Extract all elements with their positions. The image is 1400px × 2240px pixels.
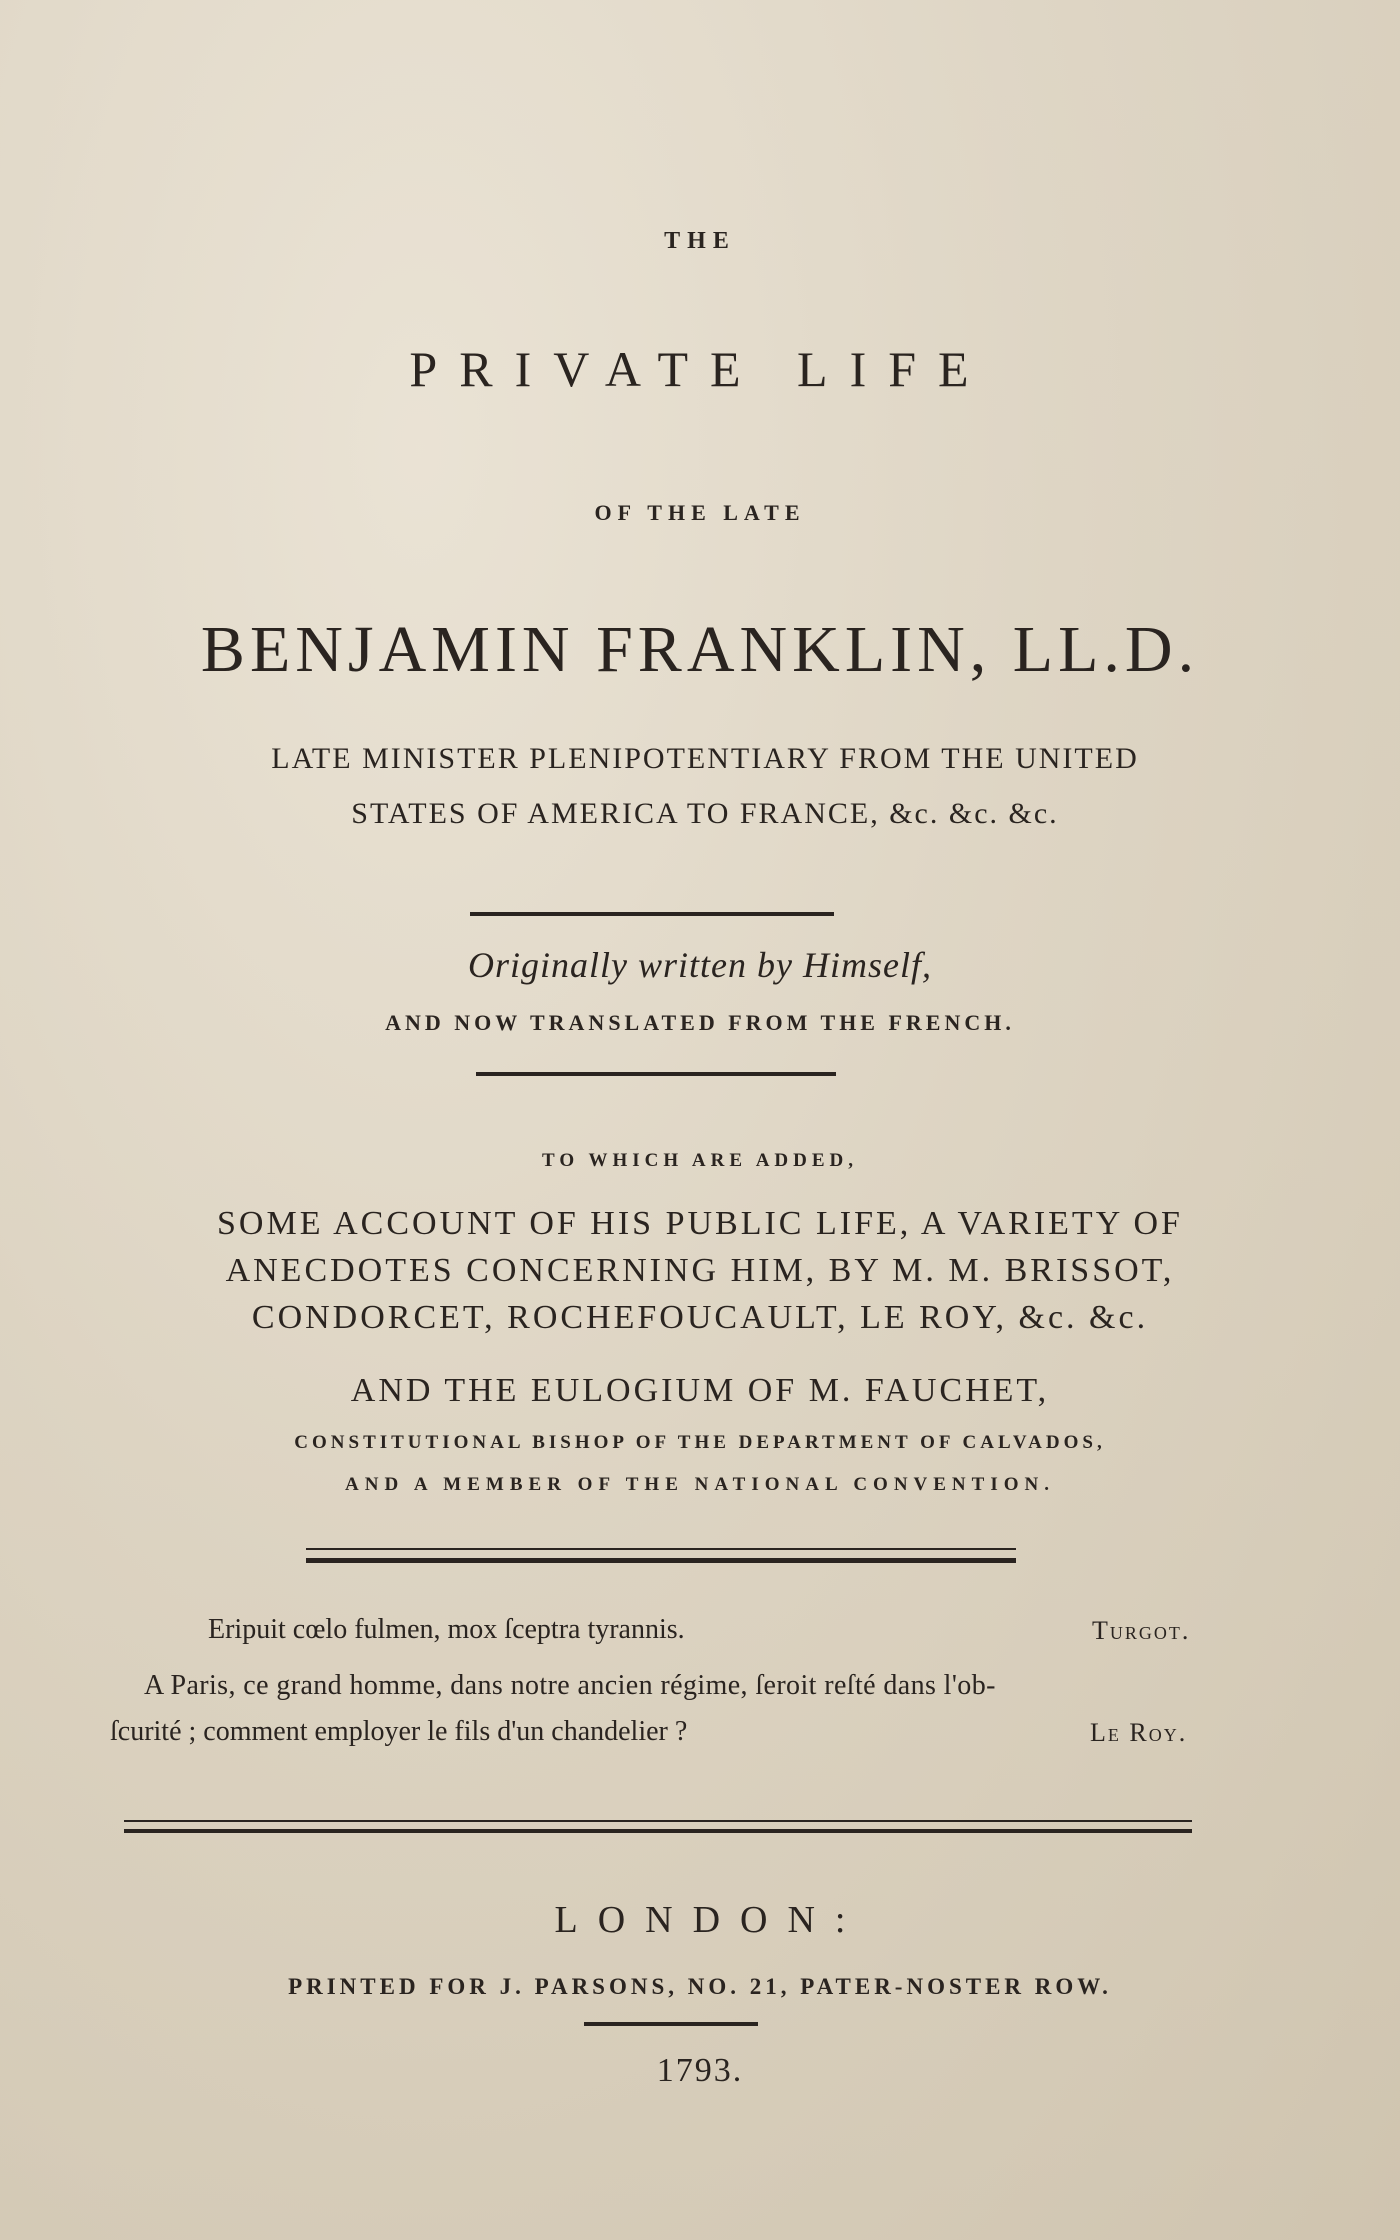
divider-rule-1	[470, 912, 834, 916]
imprint-rule	[584, 2022, 758, 2026]
originally-written: Originally written by Himself,	[468, 945, 932, 985]
title-the: THE	[664, 228, 736, 254]
eulogium-line: AND THE EULOGIUM OF M. FAUCHET,	[350, 1372, 1050, 1409]
title-private-life: PRIVATE LIFE	[409, 341, 991, 397]
subtitle-minister-line2: STATES OF AMERICA TO FRANCE, &c. &c. &c.	[351, 797, 1059, 830]
translated-note: AND NOW TRANSLATED FROM THE FRENCH.	[385, 1010, 1015, 1035]
double-rule-2-top	[124, 1820, 1192, 1822]
epigraph-french-line1: A Paris, ce grand homme, dans notre ancien régime, ſeroit reſté dans l'ob-	[144, 1670, 996, 1701]
to-which-added: TO WHICH ARE ADDED,	[541, 1150, 858, 1171]
bishop-line: CONSTITUTIONAL BISHOP OF THE DEPARTMENT OF CALVADOS,	[294, 1432, 1106, 1453]
account-line-2: ANECDOTES CONCERNING HIM, BY M. M. BRISSOT,	[225, 1252, 1175, 1289]
title-name: BENJAMIN FRANKLIN, LL.D.	[200, 613, 1200, 686]
imprint-printer: PRINTED FOR J. PARSONS, NO. 21, PATER-NOSTER ROW.	[288, 1974, 1112, 1999]
double-rule-bottom	[306, 1558, 1016, 1563]
epigraph-latin: Eripuit cœlo fulmen, mox ſceptra tyrannis.	[208, 1614, 685, 1645]
epigraph-french-attribution: Le Roy.	[1090, 1718, 1188, 1747]
subtitle-minister-line1: LATE MINISTER PLENIPOTENTIARY FROM THE UNITED	[271, 742, 1139, 775]
member-line: AND A MEMBER OF THE NATIONAL CONVENTION.	[345, 1474, 1055, 1495]
imprint-city: LONDON:	[554, 1899, 866, 1941]
imprint-year: 1793.	[656, 2052, 744, 2089]
double-rule-top	[306, 1548, 1016, 1550]
account-line-1: SOME ACCOUNT OF HIS PUBLIC LIFE, A VARIETY OF	[217, 1205, 1183, 1242]
epigraph-latin-attribution: Turgot.	[1092, 1616, 1191, 1645]
double-rule-2-bottom	[124, 1829, 1192, 1833]
epigraph-french-line2: ſcurité ; comment employer le fils d'un chandelier ?	[110, 1716, 688, 1747]
divider-rule-2	[476, 1072, 836, 1076]
account-line-3: CONDORCET, ROCHEFOUCAULT, LE ROY, &c. &c.	[251, 1299, 1149, 1336]
title-of-the-late: OF THE LATE	[594, 500, 806, 525]
